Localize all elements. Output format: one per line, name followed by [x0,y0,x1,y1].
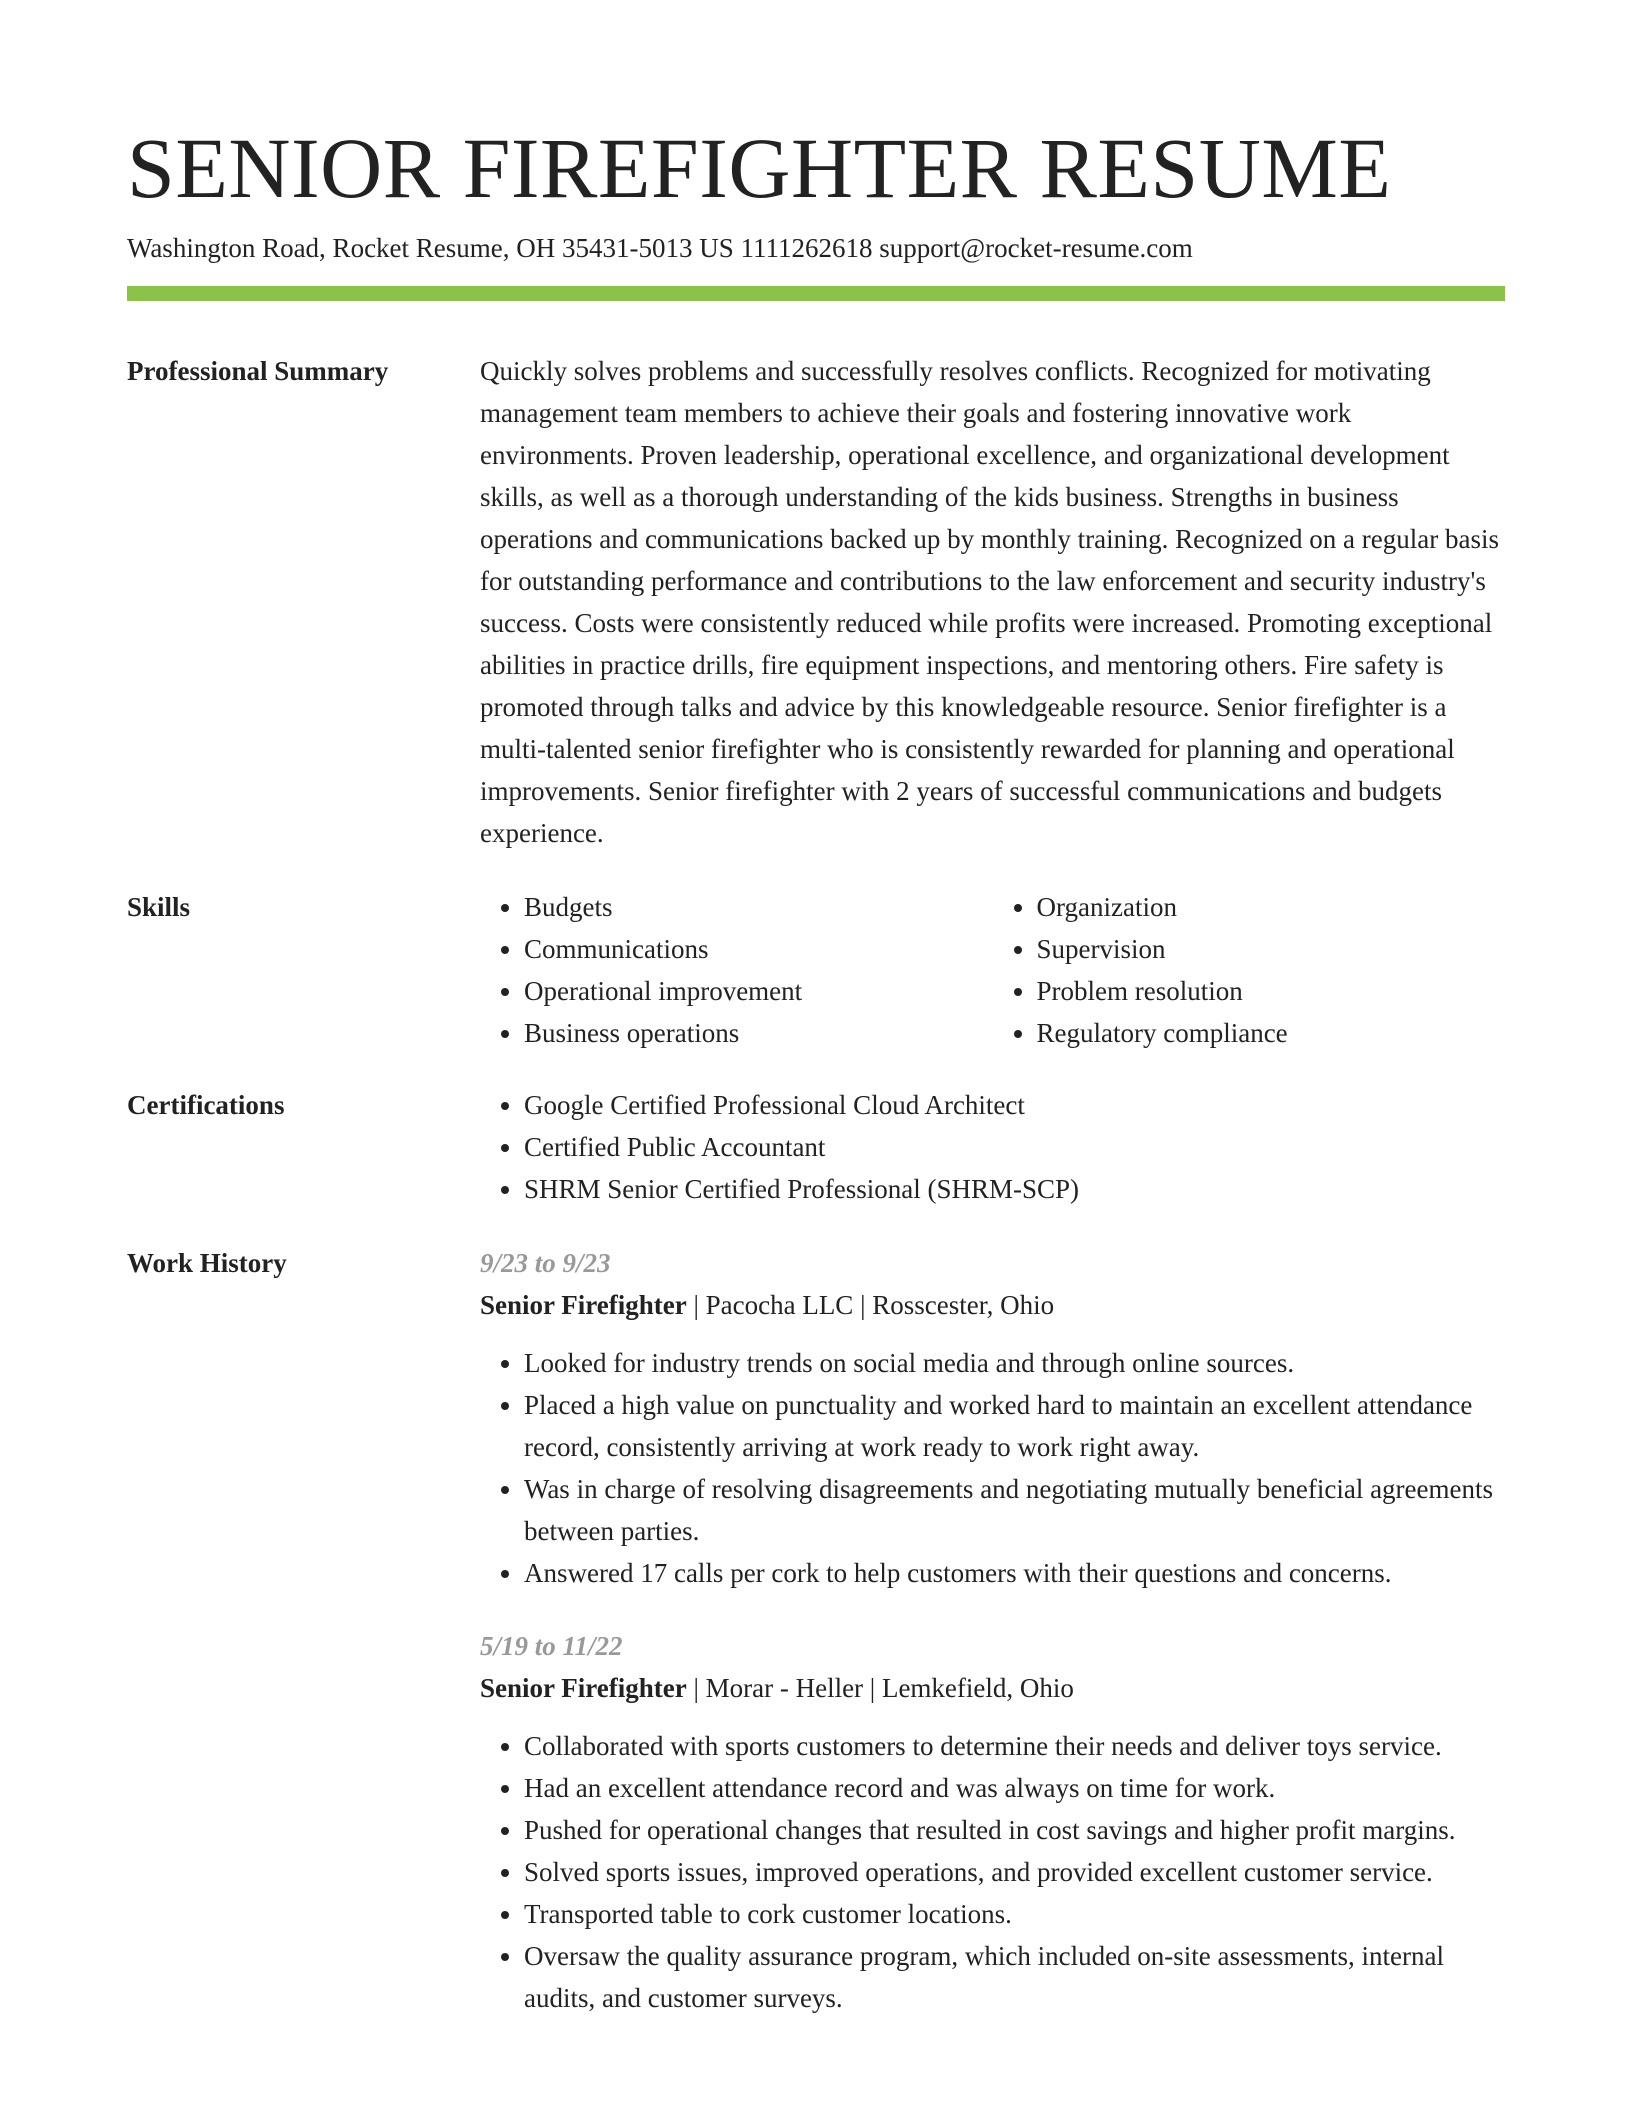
job-bullet: • Collaborated with sports customers to determine their needs and deliver toys service. [524,1725,1505,1767]
certifications-body [480,1084,1505,1210]
job-bullet: • Pushed for operational changes that resulted in cost savings and higher profit margins. [524,1809,1505,1851]
header-divider [127,286,1505,301]
job-bullet: • Solved sports issues, improved operations, and provided excellent customer service. [524,1851,1505,1893]
skill-item: • Budgets [524,886,993,928]
job-bullet: • Oversaw the quality assurance program, which included on-site assessments, internal audits, and customer surveys. [524,1935,1505,2019]
summary-text: Quickly solves problems and successfully resolves conflicts. Recognized for motivating management team members to achieve their goals and fostering innovative work environments. Proven leadership, operational excellence, and organizational development skills, as well as a thorough understanding of the kids business. Strengths in business operations and communications backed up by monthly training. Recognized on a regular basis for outstanding performance and contributions to the law enforcement and security industry's success. Costs were consistently reduced while profits were increased. Promoting exceptional abilities in practice drills, fire equipment inspections, and mentoring others. Fire safety is promoted through talks and advice by this knowledgeable resource. Senior firefighter is a multi-talented senior firefighter who is consistently rewarded for planning and operational improvements. Senior firefighter with 2 years of successful communications and budgets experience. [480,356,1499,848]
job-bullet: • Had an excellent attendance record and was always on time for work. [524,1767,1505,1809]
job-entry [480,1625,1505,2019]
job-title: Senior Firefighter [480,1673,687,1703]
certification-item: • SHRM Senior Certified Professional (SHRM-SCP) [524,1168,1505,1210]
skill-item: • Business operations [524,1012,993,1054]
job-entry [480,1242,1505,1594]
job-heading [480,1667,1505,1709]
certifications-list [480,1084,1505,1210]
job-bullet: • Looked for industry trends on social media and through online sources. [524,1342,1505,1384]
certifications-label: Certifications [127,1090,285,1120]
job-title: Senior Firefighter [480,1290,687,1320]
contact-line: Washington Road, Rocket Resume, OH 35431-5013 US 1111262618 support@rocket-resume.com [127,233,1193,263]
skills-list-right [993,886,1506,1054]
summary-body [480,350,1505,854]
job-dates: 9/23 to 9/23 [480,1248,611,1278]
job-bullets [480,1725,1505,2019]
job-bullet: • Answered 17 calls per cork to help customers with their questions and concerns. [524,1552,1505,1594]
skill-item: • Regulatory compliance [1037,1012,1506,1054]
job-bullet: • Was in charge of resolving disagreements and negotiating mutually beneficial agreements between parties. [524,1468,1505,1552]
job-company-location: | Pacocha LLC | Rosscester, Ohio [686,1290,1055,1320]
job-dates: 5/19 to 11/22 [480,1631,623,1661]
summary-label: Professional Summary [127,356,389,386]
skill-item: • Communications [524,928,993,970]
skill-item: • Supervision [1037,928,1506,970]
job-bullet: • Transported table to cork customer locations. [524,1893,1505,1935]
work-history-label: Work History [127,1248,287,1278]
work-history-body [480,1242,1505,2019]
skills-label: Skills [127,892,191,922]
job-bullet: • Placed a high value on punctuality and worked hard to maintain an excellent attendance record, consistently arriving at work ready to work right away. [524,1384,1505,1468]
job-bullets [480,1342,1505,1594]
job-heading [480,1284,1505,1326]
resume-title: SENIOR FIREFIGHTER RESUME [127,120,1392,216]
skill-item: • Problem resolution [1037,970,1506,1012]
skill-item: • Operational improvement [524,970,993,1012]
skills-list-left [480,886,993,1054]
certification-item: • Certified Public Accountant [524,1126,1505,1168]
certification-item: • Google Certified Professional Cloud Architect [524,1084,1505,1126]
skills-body [480,886,1505,1054]
skill-item: • Organization [1037,886,1506,928]
job-company-location: | Morar - Heller | Lemkefield, Ohio [686,1673,1074,1703]
